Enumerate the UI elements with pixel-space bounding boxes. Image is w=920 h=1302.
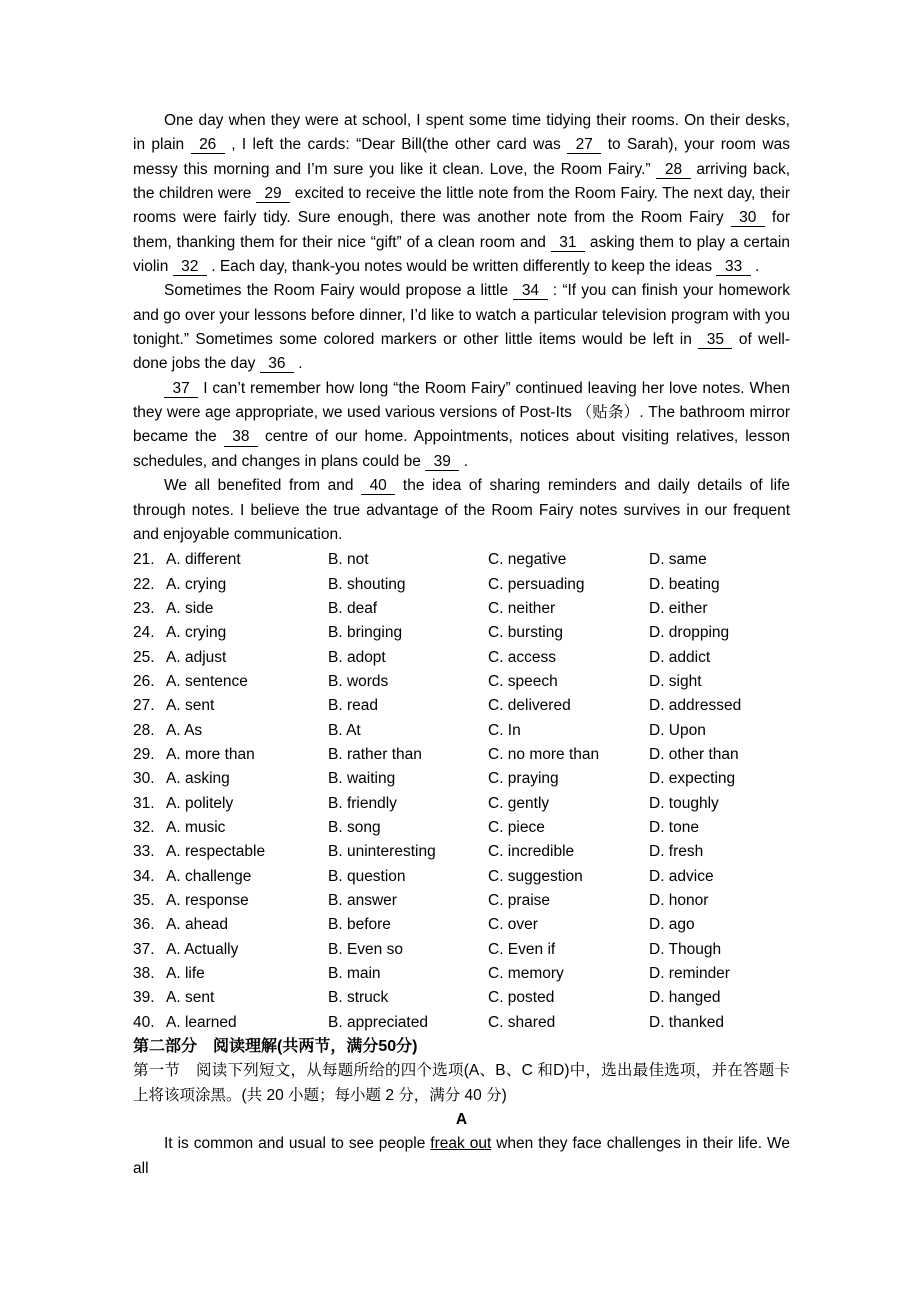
cloze-blank: 36 — [260, 355, 294, 373]
question-number: 25. — [133, 648, 155, 666]
option-a: A. asking — [166, 770, 230, 788]
question-number: 21. — [133, 551, 155, 569]
cloze-blank: 40 — [361, 477, 395, 495]
option-b: B. shouting — [328, 575, 406, 593]
option-b: B. answer — [328, 892, 397, 909]
question-number: 37. — [133, 940, 155, 958]
cloze-blank: 39 — [425, 453, 459, 471]
question-row — [133, 889, 790, 913]
question-row — [133, 986, 790, 1010]
question-number: 32. — [133, 818, 155, 836]
option-d: D. dropping — [649, 624, 730, 642]
question-row — [133, 913, 790, 937]
option-d: D. toughly — [649, 794, 719, 812]
option-d: D. beating — [649, 575, 720, 593]
cloze-blank: 28 — [656, 161, 690, 179]
option-c: C. suggestion — [488, 867, 583, 885]
option-c: C. memory — [488, 965, 564, 983]
option-c: C. over — [488, 916, 538, 934]
option-b: B. friendly — [328, 794, 397, 812]
passage-paragraph: 37 I can’t remember how long “the Room Fairy” continued leaving her love notes. When they were age appropriate, we used various versions of Post-Its （贴条）. The bathroom mirror became the 38 centre of our home. Appointments, notices about visiting relatives, lesson schedules, and changes in plans could be 39 . — [133, 379, 790, 470]
question-row — [133, 719, 790, 743]
option-a: A. learned — [166, 1013, 237, 1031]
question-row — [133, 670, 790, 694]
question-row — [133, 646, 790, 670]
option-d: D. honor — [649, 892, 709, 909]
cloze-passage — [133, 109, 790, 547]
question-number: 23. — [133, 599, 155, 617]
passage-a-label: A — [455, 1111, 468, 1129]
cloze-blank: 29 — [256, 185, 290, 203]
option-a: A. different — [166, 551, 241, 569]
option-c: C. piece — [488, 818, 545, 836]
question-number: 35. — [133, 892, 155, 909]
question-row — [133, 816, 790, 840]
option-d: D. ago — [649, 916, 695, 934]
cloze-blank: 38 — [224, 428, 258, 446]
option-b: B. question — [328, 867, 406, 885]
option-d: D. Though — [649, 940, 722, 958]
cloze-blank: 35 — [698, 331, 732, 349]
reading-passage-first-line: It is common and usual to see people freak out when they face challenges in their life. We all — [133, 1135, 790, 1177]
option-d: D. thanked — [649, 1013, 724, 1031]
option-a: A. ahead — [166, 916, 229, 934]
question-number: 39. — [133, 989, 155, 1007]
underlined-term: freak out — [430, 1135, 492, 1153]
option-d: D. other than — [649, 745, 739, 763]
question-row — [133, 597, 790, 621]
option-d: D. reminder — [649, 965, 730, 983]
question-row — [133, 792, 790, 816]
option-d: D. fresh — [649, 843, 704, 861]
option-c: C. gently — [488, 794, 550, 812]
option-a: A. crying — [166, 575, 227, 593]
option-a: A. more than — [166, 745, 255, 763]
cloze-blank: 31 — [551, 234, 585, 252]
option-b: B. bringing — [328, 624, 403, 642]
question-row — [133, 573, 790, 597]
question-row — [133, 865, 790, 889]
option-b: B. adopt — [328, 648, 386, 666]
question-number: 29. — [133, 745, 155, 763]
option-b: B. rather than — [328, 745, 422, 763]
option-c: C. Even if — [488, 940, 556, 958]
option-b: B. not — [328, 551, 369, 569]
option-b: B. uninteresting — [328, 843, 436, 861]
section1-instruction: 第一节 阅读下列短文，从每题所给的四个选项(A、B、C 和D)中，选出最佳选项，并在答题卡上将该项涂黑。(共 20 小题；每小题 2 分，满分 40 分) — [133, 1062, 790, 1104]
question-row — [133, 938, 790, 962]
option-a: A. side — [166, 599, 214, 617]
question-number: 33. — [133, 843, 155, 861]
option-a: A. adjust — [166, 648, 227, 666]
option-a: A. life — [166, 965, 205, 983]
option-b: B. words — [328, 672, 389, 690]
option-a: A. Actually — [166, 940, 239, 958]
option-b: B. main — [328, 965, 381, 983]
option-b: B. song — [328, 818, 381, 836]
option-b: B. read — [328, 697, 378, 715]
option-a: A. crying — [166, 624, 227, 642]
question-row — [133, 548, 790, 572]
question-row — [133, 840, 790, 864]
question-number: 28. — [133, 721, 155, 739]
option-d: D. sight — [649, 672, 702, 690]
cloze-blank: 32 — [173, 258, 207, 276]
question-number: 36. — [133, 916, 155, 934]
question-number: 26. — [133, 672, 155, 690]
option-d: D. either — [649, 599, 708, 617]
option-d: D. addict — [649, 648, 711, 666]
option-a: A. challenge — [166, 867, 252, 885]
option-b: B. deaf — [328, 599, 378, 617]
question-row — [133, 767, 790, 791]
option-c: C. bursting — [488, 624, 563, 642]
cloze-blank: 34 — [513, 282, 547, 300]
cloze-blank: 30 — [731, 209, 765, 227]
option-c: C. neither — [488, 599, 556, 617]
option-d: D. hanged — [649, 989, 721, 1007]
cloze-blank: 27 — [567, 136, 601, 154]
question-number: 40. — [133, 1013, 155, 1031]
option-c: C. praying — [488, 770, 559, 788]
passage-paragraph: One day when they were at school, I spent some time tidying their rooms. On their desks, in plain 26 , I left the cards: “Dear Bill(the other card was 27 to Sarah), your room was messy this morning and I’m sure you like it clean. Love, the Room Fairy.” 28 arriving back, the children were 29 excited to receive the little note from the Room Fairy. The next day, their rooms were fairly tidy. Sure enough, there was another note from the Room Fairy 30 for them, thanking them for their nice “gift” of a clean room and 31 asking them to play a certain violin 32 . Each day, thank-you notes would be written differently to keep the ideas 33 . — [133, 112, 791, 276]
option-b: B. before — [328, 916, 391, 934]
option-c: C. shared — [488, 1013, 556, 1031]
option-d: D. tone — [649, 818, 699, 836]
cloze-blank: 33 — [716, 258, 750, 276]
option-c: C. access — [488, 648, 557, 666]
question-number: 34. — [133, 867, 155, 885]
option-d: D. Upon — [649, 721, 706, 739]
question-number: 30. — [133, 770, 155, 788]
option-b: B. waiting — [328, 770, 396, 788]
cloze-blank: 37 — [164, 380, 198, 398]
option-a: A. As — [166, 721, 203, 739]
question-row — [133, 694, 790, 718]
option-a: A. music — [166, 818, 226, 836]
option-c: C. no more than — [488, 745, 600, 763]
question-row — [133, 1011, 790, 1035]
option-c: C. persuading — [488, 575, 585, 593]
option-a: A. politely — [166, 794, 234, 812]
option-b: B. struck — [328, 989, 389, 1007]
option-d: D. same — [649, 551, 707, 569]
question-row — [133, 621, 790, 645]
question-number: 24. — [133, 624, 155, 642]
option-c: C. negative — [488, 551, 567, 569]
question-row — [133, 743, 790, 767]
option-c: C. praise — [488, 892, 551, 909]
option-a: A. sentence — [166, 672, 248, 690]
option-b: B. Even so — [328, 940, 403, 958]
question-number: 22. — [133, 575, 155, 593]
option-c: C. incredible — [488, 843, 575, 861]
option-c: C. posted — [488, 989, 555, 1007]
option-d: D. addressed — [649, 697, 742, 715]
passage-paragraph: We all benefited from and 40 the idea of sharing reminders and daily details of life through notes. I believe the true advantage of the Room Fairy notes survives in our frequent and enjoyable communication. — [133, 477, 790, 543]
option-a: A. sent — [166, 697, 215, 715]
option-b: B. At — [328, 721, 361, 739]
section2-header: 第二部分 阅读理解(共两节，满分50分) — [133, 1038, 418, 1056]
cloze-blank: 26 — [191, 136, 225, 154]
passage-paragraph: Sometimes the Room Fairy would propose a little 34 : “If you can finish your homework and go over your lessons before dinner, I’d like to watch a particular television program with you tonight.” Sometimes some colored markers or other little items would be left in 35 of well-done jobs the day 36 . — [133, 282, 790, 373]
option-a: A. response — [166, 892, 249, 909]
cloze-options-table — [133, 548, 790, 1035]
option-c: C. delivered — [488, 697, 571, 715]
option-a: A. respectable — [166, 843, 266, 861]
question-row — [133, 962, 790, 986]
option-c: C. speech — [488, 672, 558, 690]
question-number: 27. — [133, 697, 155, 715]
option-b: B. appreciated — [328, 1013, 428, 1031]
question-number: 38. — [133, 965, 155, 983]
question-number: 31. — [133, 794, 155, 812]
option-c: C. In — [488, 721, 521, 739]
option-d: D. expecting — [649, 770, 736, 788]
option-d: D. advice — [649, 867, 714, 885]
option-a: A. sent — [166, 989, 215, 1007]
